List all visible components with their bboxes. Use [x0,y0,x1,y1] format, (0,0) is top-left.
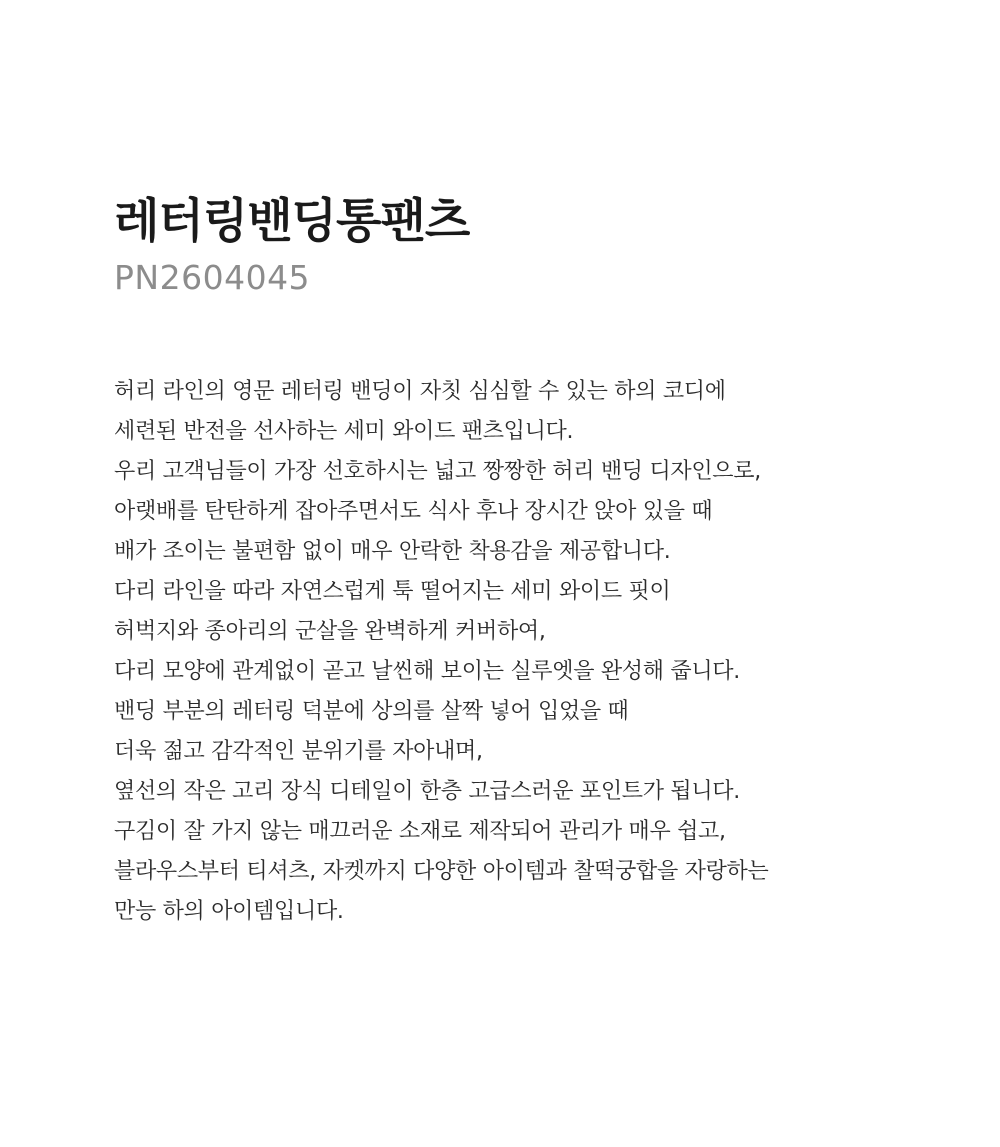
description-line: 구김이 잘 가지 않는 매끄러운 소재로 제작되어 관리가 매우 쉽고, [114,819,726,844]
description-line: 다리 라인을 따라 자연스럽게 툭 떨어지는 세미 와이드 핏이 [114,579,671,604]
product-info [114,188,974,300]
description-line: 밴딩 부분의 레터링 덕분에 상의를 살짝 넣어 입었을 때 [114,699,629,724]
description-line: 옆선의 작은 고리 장식 디테일이 한층 고급스러운 포인트가 됩니다. [114,779,740,804]
description-line: 세련된 반전을 선사하는 세미 와이드 팬츠입니다. [114,419,574,444]
description-line: 허벅지와 종아리의 군살을 완벽하게 커버하여, [114,619,546,644]
description-line: 우리 고객님들이 가장 선호하시는 넓고 짱짱한 허리 밴딩 디자인으로, [114,459,761,484]
product-code: PN2604045 [114,258,311,297]
product-title: 레터링밴딩통팬츠 [114,194,470,249]
description-line: 블라우스부터 티셔츠, 자켓까지 다양한 아이템과 찰떡궁합을 자랑하는 [114,859,769,884]
description-line: 만능 하의 아이템입니다. [114,899,344,924]
description-line: 배가 조이는 불편함 없이 매우 안락한 착용감을 제공합니다. [114,539,671,564]
description-line: 허리 라인의 영문 레터링 밴딩이 자칫 심심할 수 있는 하의 코디에 [114,379,726,404]
product-description [114,372,974,932]
description-line: 아랫배를 탄탄하게 잡아주면서도 식사 후나 장시간 앉아 있을 때 [114,499,713,524]
description-line: 다리 모양에 관계없이 곧고 날씬해 보이는 실루엣을 완성해 줍니다. [114,659,740,684]
description-line: 더욱 젊고 감각적인 분위기를 자아내며, [114,739,483,764]
